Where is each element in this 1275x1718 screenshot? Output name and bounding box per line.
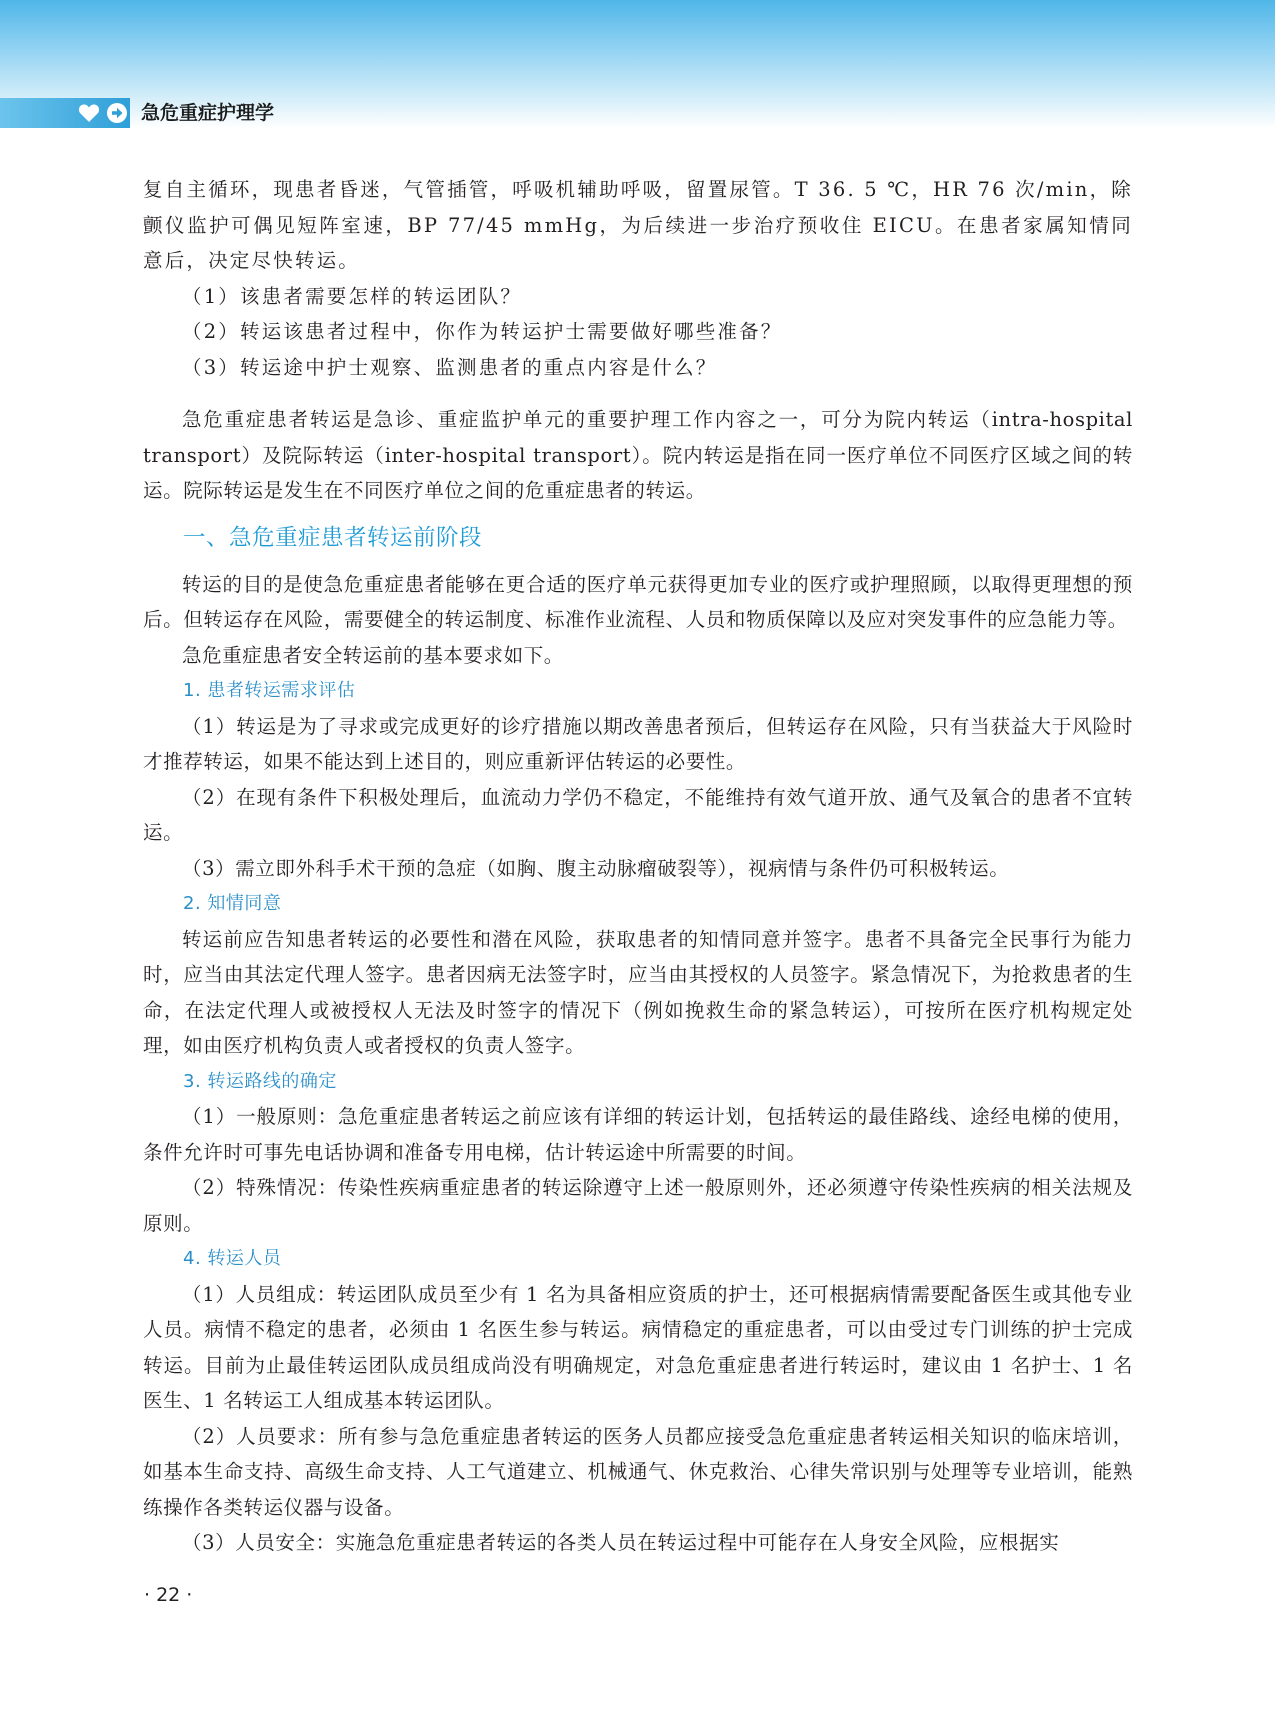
case-question-3: （3）转运途中护士观察、监测患者的重点内容是什么？ — [182, 355, 718, 379]
spacer — [143, 385, 1133, 402]
subsection-paragraph: （1）一般原则：急危重症患者转运之前应该有详细的转运计划，包括转运的最佳路线、途经电梯的使用，条件允许时可事先电话协调和准备专用电梯，估计转运途中所需要的时间。 — [143, 1105, 1133, 1164]
page-number: · 22 · — [144, 1584, 193, 1606]
heart-icon — [78, 103, 100, 123]
subsection-paragraph: （2）在现有条件下积极处理后，血流动力学仍不稳定，不能维持有效气道开放、通气及氧合的患者不宜转运。 — [143, 785, 1133, 844]
case-question-2: （2）转运该患者过程中，你作为转运护士需要做好哪些准备？ — [182, 320, 783, 343]
arrow-right-circle-icon — [106, 102, 128, 124]
subsection-paragraph: （3）人员安全：实施急危重症患者转运的各类人员在转运过程中可能存在人身安全风险，应根据实 — [182, 1531, 1060, 1554]
subsection-paragraph: （3）需立即外科手术干预的急症（如胸、腹主动脉瘤破裂等），视病情与条件仍可积极转运。 — [182, 856, 1010, 880]
subsection-paragraph: （1）人员组成：转运团队成员至少有 1 名为具备相应资质的护士，还可根据病情需要配备医生或其他专业人员。病情不稳定的患者，必须由 1 名医生参与转运。病情稳定的重症患者，可以由受过专门训练的护士完成转运。目前为止最佳转运团队成员组成尚没有明确规定，对急危重症患者进行转运时，建议由 1 名护士、1 名医生、1 名转运工人组成基本转运团队。 — [143, 1282, 1133, 1412]
subsection-paragraph: （1）转运是为了寻求或完成更好的诊疗措施以期改善患者预后，但转运存在风险，只有当获益大于风险时才推荐转运，如果不能达到上述目的，则应重新评估转运的必要性。 — [143, 714, 1133, 773]
case-question-1: （1）该患者需要怎样的转运团队？ — [182, 284, 523, 308]
subsection-paragraph: （2）人员要求：所有参与急危重症患者转运的医务人员都应接受急危重症患者转运相关知识的临床培训，如基本生命支持、高级生命支持、人工气道建立、机械通气、休克救治、心律失常识别与处理等专业培训，能熟练操作各类转运仪器与设备。 — [143, 1424, 1133, 1519]
subsection-heading: 2. 知情同意 — [183, 893, 282, 914]
case-continuation: 复自主循环，现患者昏迷，气管插管，呼吸机辅助呼吸，留置尿管。T 36. 5 ℃，HR 76 次/min，除颤仪监护可偶见短阵室速，BP 77/45 mmHg，为后续进一步治疗预收住 EICU。在患者家属知情同意后，决定尽快转运。 — [143, 178, 1133, 272]
book-title: 急危重症护理学 — [141, 102, 275, 124]
section-heading: 一、急危重症患者转运前阶段 — [183, 524, 483, 551]
subsection-heading: 1. 患者转运需求评估 — [183, 680, 356, 701]
subsection-heading: 3. 转运路线的确定 — [183, 1070, 337, 1092]
section-paragraph: 转运的目的是使急危重症患者能够在更合适的医疗单元获得更加专业的医疗或护理照顾，以取得更理想的预后。但转运存在风险，需要健全的转运制度、标准作业流程、人员和物质保障以及应对突发事件的应急能力等。 — [143, 572, 1133, 631]
intro-paragraph: 急危重症患者转运是急诊、重症监护单元的重要护理工作内容之一，可分为院内转运（intra-hospital transport）及院际转运（inter-hospital transport）。院内转运是指在同一医疗单位不同医疗区域之间的转运。院际转运是发生在不同医疗单位之间的危重症患者的转运。 — [143, 408, 1133, 502]
page-content — [143, 172, 1133, 1561]
subsection-paragraph: 转运前应告知患者转运的必要性和潜在风险，获取患者的知情同意并签字。患者不具备完全民事行为能力时，应当由其法定代理人签字。患者因病无法签字时，应当由其授权的人员签字。紧急情况下，为抢救患者的生命，在法定代理人或被授权人无法及时签字的情况下（例如挽救生命的紧急转运），可按所在医疗机构规定处理，如由医疗机构负责人或者授权的负责人签字。 — [143, 927, 1133, 1057]
subsection-heading: 4. 转运人员 — [183, 1248, 282, 1269]
subsection-paragraph: （2）特殊情况：传染性疾病重症患者的转运除遵守上述一般原则外，还必须遵守传染性疾病的相关法规及原则。 — [143, 1176, 1133, 1235]
section-paragraph: 急危重症患者安全转运前的基本要求如下。 — [182, 643, 564, 667]
